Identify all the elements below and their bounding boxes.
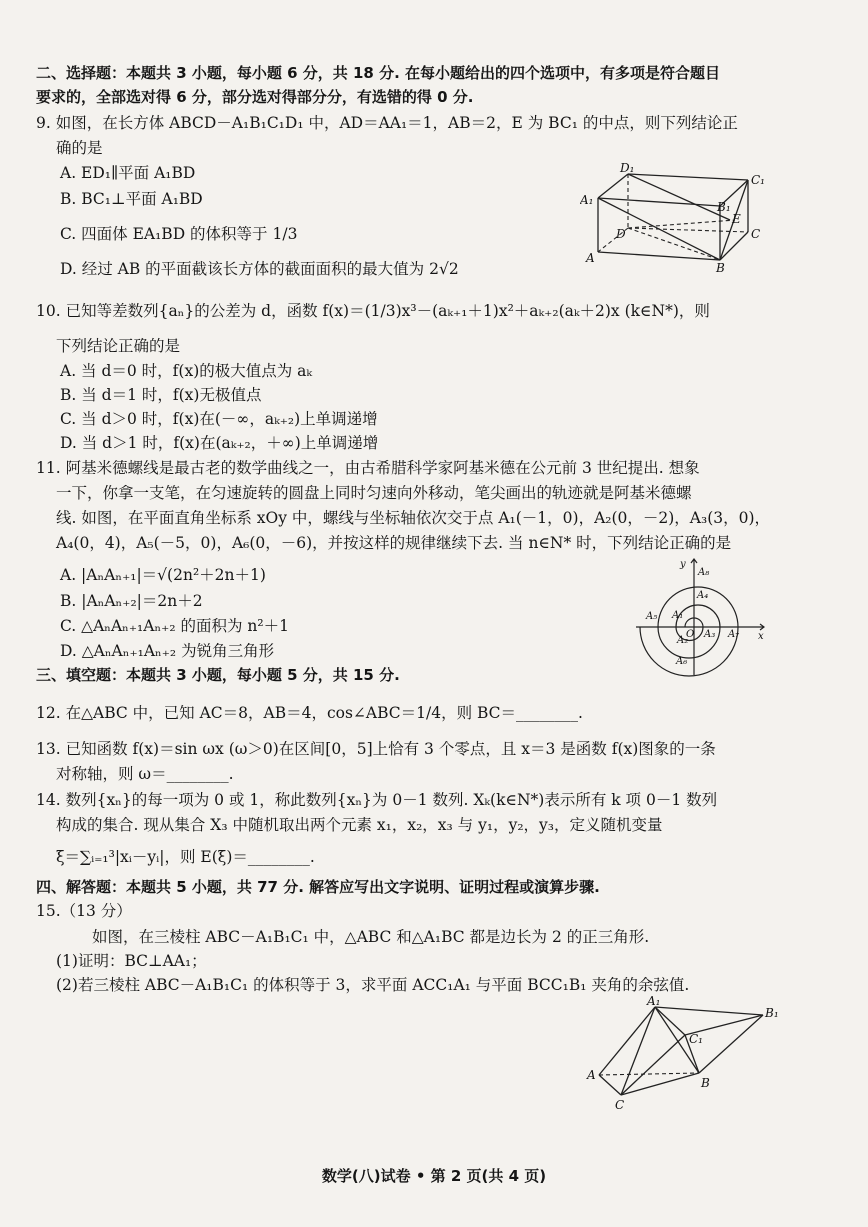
- fig9-label-c: C: [751, 227, 761, 241]
- q15-title: 15.（13 分）: [36, 902, 132, 920]
- q9-option-a: A. ED₁∥平面 A₁BD: [60, 164, 196, 182]
- fig9-label-a1: A₁: [580, 193, 594, 207]
- fig11-label-a3: A₃: [704, 629, 716, 640]
- fig15-label-c1: C₁: [689, 1032, 703, 1046]
- q10-stem-line2: 下列结论正确的是: [56, 337, 181, 355]
- fig9-label-d1: D₁: [620, 161, 635, 175]
- q11-option-d: D. △AₙAₙ₊₁Aₙ₊₂ 为锐角三角形: [60, 642, 275, 660]
- fig15-label-a: A: [587, 1068, 596, 1082]
- fig11-label-o: O: [686, 629, 695, 640]
- q9-stem-line2: 确的是: [56, 139, 103, 157]
- fig15-label-c: C: [615, 1098, 625, 1112]
- q11-option-b: B. |AₙAₙ₊₂|＝2n＋2: [60, 592, 203, 610]
- q9-cuboid-figure: [580, 160, 780, 275]
- q9-option-b: B. BC₁⊥平面 A₁BD: [60, 190, 203, 208]
- q10-option-d: D. 当 d＞1 时，f(x)在(aₖ₊₂，＋∞)上单调递增: [60, 434, 379, 452]
- fig15-label-b: B: [701, 1076, 710, 1090]
- q15-stem: 如图，在三棱柱 ABC－A₁B₁C₁ 中，△ABC 和△A₁BC 都是边长为 2 的正三角形.: [92, 928, 650, 946]
- fig15-label-a1: A₁: [647, 995, 661, 1008]
- section2-header-line2: 要求的，全部选对得 6 分，部分选对得部分分，有选错的得 0 分.: [36, 88, 474, 106]
- q11-stem-line3: 线. 如图，在平面直角坐标系 xOy 中，螺线与坐标轴依次交于点 A₁(－1，0)，A₂(0，－2)，A₃(3，0)，: [56, 509, 771, 527]
- q11-stem-line2: 一下，你拿一支笔，在匀速旋转的圆盘上同时匀速向外移动，笔尖画出的轨迹就是阿基米德螺: [56, 484, 692, 502]
- q9-option-d: D. 经过 AB 的平面截该长方体的截面面积的最大值为 2√2: [60, 260, 459, 278]
- q10-stem-line1: 10. 已知等差数列{aₙ}的公差为 d，函数 f(x)＝(1/3)x³－(aₖ₊₁＋1)x²＋aₖ₊₂(aₖ＋2)x (k∈N*)，则: [36, 302, 710, 320]
- q11-stem-line1: 11. 阿基米德螺线是最古老的数学曲线之一，由古希腊科学家阿基米德在公元前 3 世纪提出. 想象: [36, 459, 700, 477]
- q9-stem-line1: 9. 如图，在长方体 ABCD－A₁B₁C₁D₁ 中，AD＝AA₁＝1，AB＝2，E 为 BC₁ 的中点，则下列结论正: [36, 114, 738, 132]
- q9-option-c: C. 四面体 EA₁BD 的体积等于 1/3: [60, 225, 298, 243]
- q10-option-b: B. 当 d＝1 时，f(x)无极值点: [60, 386, 262, 404]
- q13-stem-line1: 13. 已知函数 f(x)＝sin ωx (ω＞0)在区间[0，5]上恰有 3 个零点，且 x＝3 是函数 f(x)图象的一条: [36, 740, 716, 758]
- q14-stem-line2: 构成的集合. 现从集合 X₃ 中随机取出两个元素 x₁，x₂，x₃ 与 y₁，y₂，y₃，定义随机变量: [56, 816, 663, 834]
- q10-option-c: C. 当 d＞0 时，f(x)在(－∞，aₖ₊₂)上单调递增: [60, 410, 378, 428]
- fig11-label-y: y: [680, 559, 686, 570]
- fig9-label-c1: C₁: [751, 173, 765, 187]
- fig11-label-a7: A₇: [728, 629, 740, 640]
- q14-stem-line1: 14. 数列{xₙ}的每一项为 0 或 1，称此数列{xₙ}为 0－1 数列. Xₖ(k∈N*)表示所有 k 项 0－1 数列: [36, 791, 718, 809]
- fig9-label-b1: B₁: [717, 200, 731, 214]
- fig11-label-a6: A₆: [676, 656, 688, 667]
- fig9-label-a: A: [586, 251, 595, 265]
- q15-part1: (1)证明：BC⊥AA₁；: [56, 952, 207, 970]
- fig9-label-e: E: [732, 212, 741, 226]
- q14-stem-line3: ξ＝∑ᵢ₌₁³|xᵢ－yᵢ|，则 E(ξ)＝________.: [56, 848, 315, 866]
- fig15-label-b1: B₁: [765, 1006, 779, 1020]
- fig9-label-b: B: [716, 261, 725, 275]
- q12-stem: 12. 在△ABC 中，已知 AC＝8，AB＝4，cos∠ABC＝1/4，则 BC＝________.: [36, 704, 583, 722]
- q10-option-a: A. 当 d＝0 时，f(x)的极大值点为 aₖ: [60, 362, 313, 380]
- q15-prism-figure: [585, 995, 785, 1115]
- fig11-label-a1: A₁: [672, 610, 684, 621]
- fig11-label-a5: A₅: [646, 611, 658, 622]
- section4-header: 四、解答题：本题共 5 小题，共 77 分. 解答应写出文字说明、证明过程或演算步骤.: [36, 878, 600, 896]
- section3-header: 三、填空题：本题共 3 小题，每小题 5 分，共 15 分.: [36, 666, 400, 684]
- q11-option-c: C. △AₙAₙ₊₁Aₙ₊₂ 的面积为 n²＋1: [60, 617, 289, 635]
- q13-stem-line2: 对称轴，则 ω＝________.: [56, 765, 234, 783]
- fig11-label-a2: A₂: [677, 635, 689, 646]
- section2-header-line1: 二、选择题：本题共 3 小题，每小题 6 分，共 18 分. 在每小题给出的四个选项中，有多项是符合题目: [36, 64, 721, 82]
- fig11-label-x: x: [758, 631, 764, 642]
- q11-option-a: A. |AₙAₙ₊₁|＝√(2n²＋2n＋1): [60, 566, 266, 584]
- fig11-label-a4: A₄: [697, 590, 709, 601]
- q15-part2: (2)若三棱柱 ABC－A₁B₁C₁ 的体积等于 3，求平面 ACC₁A₁ 与平面 BCC₁B₁ 夹角的余弦值.: [56, 976, 690, 994]
- q11-spiral-figure: [632, 555, 772, 680]
- fig11-label-a8: A₈: [698, 567, 710, 578]
- q11-stem-line4: A₄(0，4)，A₅(－5，0)，A₆(0，－6)，并按这样的规律继续下去. 当 n∈N* 时，下列结论正确的是: [56, 534, 732, 552]
- page-footer: 数学(八)试卷 • 第 2 页(共 4 页): [321, 1167, 547, 1185]
- fig9-label-d: D: [616, 227, 626, 241]
